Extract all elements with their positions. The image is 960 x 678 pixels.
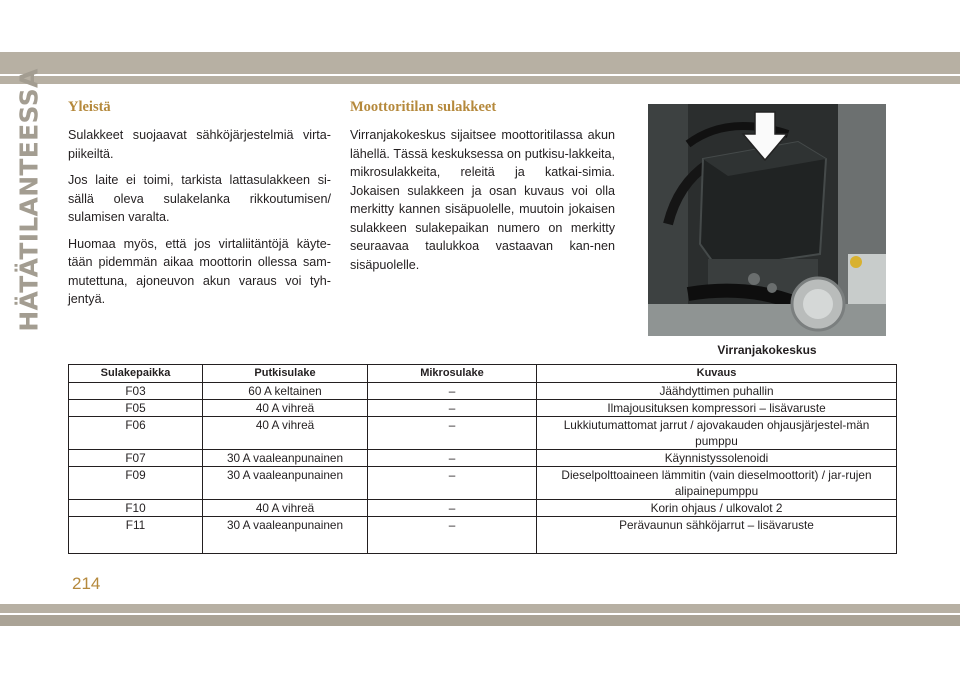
cell: – <box>368 450 537 467</box>
cell: 40 A vihreä <box>203 417 368 450</box>
table-row <box>69 500 897 517</box>
cell: 30 A vaaleanpunainen <box>203 517 368 554</box>
cell: 40 A vihreä <box>203 500 368 517</box>
bottom-decor-band <box>0 604 960 613</box>
table-row <box>69 400 897 417</box>
cell: F11 <box>69 517 203 554</box>
cell: Käynnistyssolenoidi <box>537 450 897 467</box>
cell: 30 A vaaleanpunainen <box>203 467 368 500</box>
cell: 60 A keltainen <box>203 383 368 400</box>
cell: F06 <box>69 417 203 450</box>
cell: F05 <box>69 400 203 417</box>
photo-caption: Virranjakokeskus <box>717 343 817 357</box>
table-row <box>69 417 897 450</box>
column-engine-fuses <box>350 126 615 282</box>
cell: Dieselpolttoaineen lämmitin (vain dieselmoottorit) / jar-rujen alipainepumppu <box>537 467 897 500</box>
table-row <box>69 450 897 467</box>
cell: – <box>368 500 537 517</box>
top-decor-band-thin <box>0 76 960 84</box>
paragraph: Virranjakokeskus sijaitsee moottoritilassa akun lähellä. Tässä keskuksessa on putkisu-lakkeita, mikrosulakkeita, releitä ja katkai-simia. Jokaisen sulakkeen ja osan kuvaus voi olla merkitty kannen sisäpuolelle, muutoin jokaisen sulakkeen sulakepaikan numero on merkitty seuraavaa taulukkoa vastaavan kan-nen sisäpuolelle. <box>350 128 615 272</box>
column-header: Putkisulake <box>203 365 368 383</box>
side-section-title-text: HÄTÄTILANTEESSA <box>14 68 44 332</box>
table-row <box>69 467 897 500</box>
column-header: Mikrosulake <box>368 365 537 383</box>
cell: 40 A vihreä <box>203 400 368 417</box>
column-header: Kuvaus <box>537 365 897 383</box>
cell: Perävaunun sähköjarrut – lisävaruste <box>537 517 897 554</box>
heading-general: Yleistä <box>68 99 111 115</box>
heading-engine-fuses: Moottoritilan sulakkeet <box>350 99 497 115</box>
cell: – <box>368 383 537 400</box>
cell: Jäähdyttimen puhallin <box>537 383 897 400</box>
cell: Korin ohjaus / ulkovalot 2 <box>537 500 897 517</box>
cell: – <box>368 467 537 500</box>
table-header-row <box>69 365 897 383</box>
cell: F07 <box>69 450 203 467</box>
column-header: Sulakepaikka <box>69 365 203 383</box>
fuse-table <box>68 364 897 554</box>
column-general <box>68 126 331 317</box>
table-row <box>69 517 897 554</box>
engine-bay-illustration <box>648 104 886 336</box>
cell: F03 <box>69 383 203 400</box>
top-decor-band <box>0 52 960 74</box>
side-section-title <box>8 68 50 332</box>
cell: – <box>368 417 537 450</box>
fuse-box-photo <box>648 104 886 336</box>
cell: 30 A vaaleanpunainen <box>203 450 368 467</box>
bottom-decor-band-dark <box>0 615 960 626</box>
page-number: 214 <box>72 574 101 593</box>
cell: – <box>368 517 537 554</box>
cell: Lukkiutumattomat jarrut / ajovakauden ohjausjärjestel-män pumppu <box>537 417 897 450</box>
cell: F09 <box>69 467 203 500</box>
cell: – <box>368 400 537 417</box>
cell: F10 <box>69 500 203 517</box>
cell: Ilmajousituksen kompressori – lisävaruste <box>537 400 897 417</box>
table-row <box>69 383 897 400</box>
paragraph: Jos laite ei toimi, tarkista lattasulakkeen si-sällä oleva sulakelanka rikkoutumisen/ sulamisen varalta. <box>68 173 331 224</box>
paragraph: Huomaa myös, että jos virtaliitäntöjä käyte-tään pidemmän aikaa moottorin ollessa sam-mutettuna, ajoneuvon akun varaus voi tyh-jentyä. <box>68 236 331 306</box>
paragraph: Sulakkeet suojaavat sähköjärjestelmiä virta-piikeiltä. <box>68 128 331 161</box>
